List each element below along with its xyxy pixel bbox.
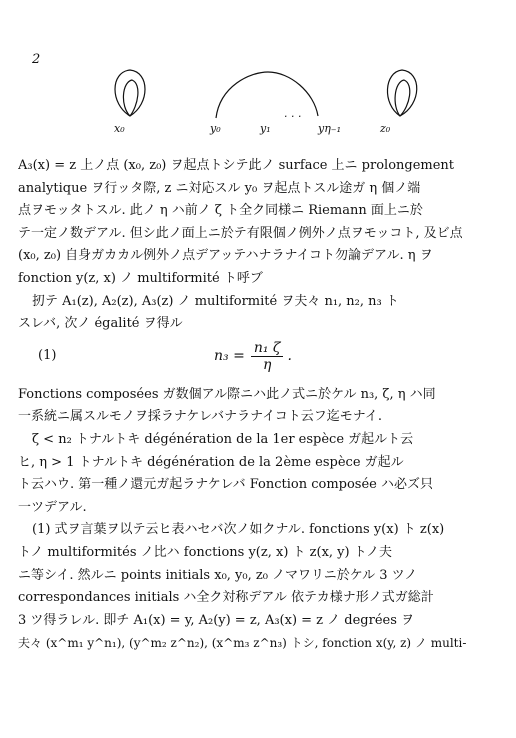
text-line: 一系統ニ属スルモノヲ採ラナケレバナラナイコト云フ迄モナイ. <box>18 409 382 425</box>
equation-number: (1) <box>38 347 57 363</box>
text-line: 3 ツ得ラレル. 即チ A₁(x) = y, A₂(y) = z, A₃(x) = z ノ degrées ヲ <box>18 612 415 628</box>
text-line: テ一定ノ数デアル. 但シ此ノ面上ニ於テ有限個ノ例外ノ点ヲモッコト, 及ビ点 <box>18 225 463 241</box>
text-line: 扨テ A₁(z), A₂(z), A₃(z) ノ multiformité ヲ夫々 n₁, n₂, n₃ ト <box>32 293 399 309</box>
label-ellipsis: · · · <box>284 110 302 123</box>
text-line: A₃(x) = z 上ノ点 (x₀, z₀) ヲ起点トシテ此ノ surface 上ニ prolongement <box>18 158 455 173</box>
equation-lhs: n₃ = <box>214 348 245 365</box>
text-line: スレバ, 次ノ égalité ヲ得ル <box>18 316 183 332</box>
text-line: ヒ, η > 1 トナルトキ dégénération de la 2ème espèce ガ起ル <box>18 454 404 470</box>
fraction-denominator: η <box>262 356 272 373</box>
riemann-surface-figure <box>100 66 430 146</box>
loop-x0-inner <box>123 80 138 116</box>
text-line: (1) 式ヲ言葉ヲ以テ云ヒ表ハセバ次ノ如クナル. fonctions y(x) ト z(x) <box>32 522 445 538</box>
loop-x0 <box>115 70 145 116</box>
text-line: 点ヲモッタトスル. 此ノ η ハ前ノ ζ ト全ク同様ニ Riemann 面上ニ於 <box>18 203 423 219</box>
arc-y0-y1 <box>216 72 318 118</box>
text-line: トノ multiformités ノ比ハ fonctions y(z, x) ト z(x, y) トノ夫 <box>18 544 392 560</box>
equation-fraction <box>251 340 284 373</box>
loop-z0 <box>387 70 416 116</box>
page-number: 2 <box>32 52 41 67</box>
text-line: correspondances initials ハ全ク対称デアル 依テカ様ナ形ノ式ガ総計 <box>18 590 434 606</box>
text-line: 夫々 (x^m₁ y^n₁), (y^m₂ z^n₂), (x^m₃ z^n₃) トシ, fonction x(y, z) ノ multi- <box>18 636 467 651</box>
text-line: ニ等シイ. 然ルニ points initials x₀, y₀, z₀ ノマワリニ於ケル 3 ツノ <box>18 567 418 583</box>
label-x0: x₀ <box>114 122 125 135</box>
label-y0: y₀ <box>210 122 221 135</box>
text-line: ζ < n₂ トナルトキ dégénération de la 1er espèce ガ起ルト云 <box>32 431 414 447</box>
text-line: ト云ハウ. 第一種ノ還元ガ起ラナケレバ Fonction composée ハ必ズ只 <box>18 477 433 493</box>
text-line: fonction y(z, x) ノ multiformité ト呼ブ <box>18 270 263 286</box>
equation-body <box>214 340 292 373</box>
text-line: Fonctions composées ガ数個アル際ニハ此ノ式ニ於ケル n₃, ζ, η ハ同 <box>18 386 436 402</box>
fraction-numerator: n₁ ζ <box>251 340 284 357</box>
text-line: analytique ヲ行ッタ際, z ニ対応スル y₀ ヲ起点トスル途ガ η 個ノ端 <box>18 180 421 196</box>
body-text <box>18 155 500 655</box>
text-line: 一ツデアル. <box>18 499 87 515</box>
equation-end: . <box>287 348 292 365</box>
label-y1: y₁ <box>260 122 271 135</box>
label-y-eta-minus-1: yη₋₁ <box>318 122 342 135</box>
equation-1 <box>18 336 500 384</box>
label-z0: z₀ <box>380 122 391 135</box>
text-line: (x₀, z₀) 自身ガカカル例外ノ点デアッテハナラナイコト勿論デアル. η ヲ <box>18 248 433 264</box>
